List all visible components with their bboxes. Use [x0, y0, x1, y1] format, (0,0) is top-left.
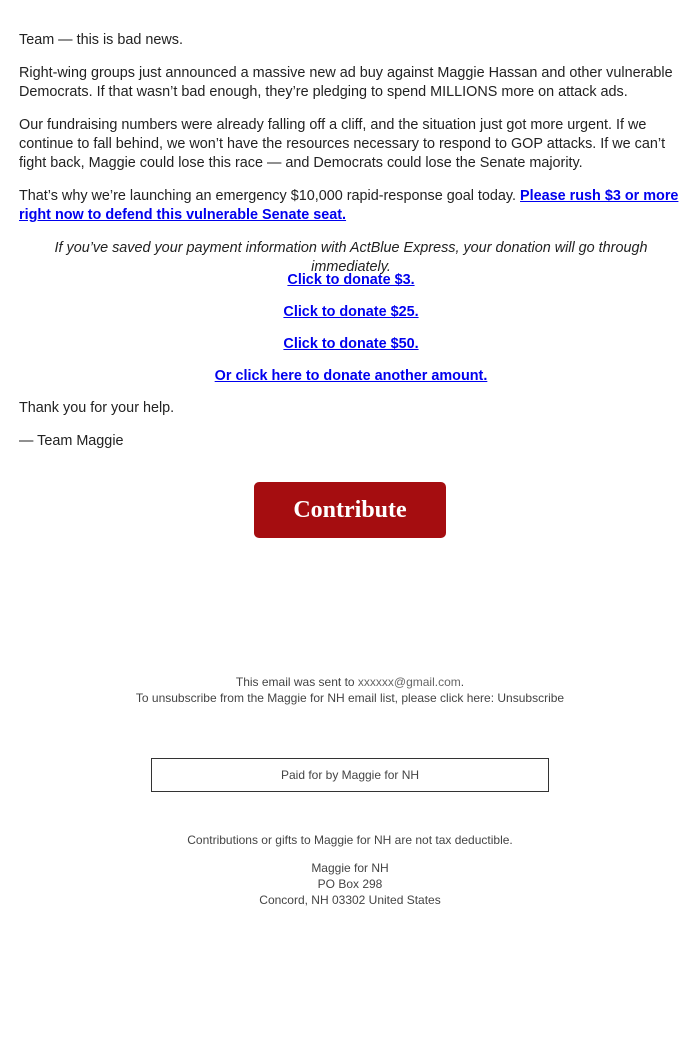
paid-for-box: Paid for by Maggie for NH: [151, 758, 549, 792]
sent-to-suffix: .: [460, 675, 465, 689]
donate-25-row: [19, 303, 683, 322]
unsubscribe-text: To unsubscribe from the Maggie for NH email list, please click here:: [135, 691, 498, 705]
paragraph-fundraising: Our fundraising numbers were already falling off a cliff, and the situation just got more urgent. If we continue to fall behind, we won’t have the resources necessary to respond to GOP attacks. If we can’t fight back, Maggie could lose this race — and Democrats could lose the Senate majority.: [19, 117, 666, 171]
sent-to-line: [0, 674, 700, 690]
donate-50-link[interactable]: Click to donate $50.: [283, 336, 419, 352]
thanks-text: Thank you for your help.: [19, 400, 175, 416]
donate-3-link[interactable]: Click to donate $3.: [287, 272, 415, 288]
donate-3-row: [19, 271, 683, 290]
address-line-2: Concord, NH 03302 United States: [259, 893, 441, 907]
goal-text: That’s why we’re launching an emergency $10,000 rapid-response goal today.: [19, 188, 521, 204]
address-name: Maggie for NH: [311, 861, 389, 875]
unsubscribe-line: [0, 690, 700, 706]
donate-25-link[interactable]: Click to donate $25.: [283, 304, 419, 320]
rush-donate-link[interactable]: Please rush $3 or more right now to defend this vulnerable Senate seat.: [19, 188, 679, 223]
unsubscribe-link[interactable]: Unsubscribe: [497, 691, 565, 705]
greeting: Team — this is bad news.: [19, 32, 183, 48]
donate-other-amount-link[interactable]: Or click here to donate another amount.: [214, 368, 488, 384]
paragraph-goal: [19, 187, 683, 225]
donate-50-row: [19, 335, 683, 354]
contribute-button[interactable]: Contribute: [254, 482, 446, 538]
signoff: — Team Maggie: [19, 433, 124, 449]
actblue-express-note: If you’ve saved your payment information with ActBlue Express, your donation will go through immediately.: [54, 240, 648, 275]
tax-note: Contributions or gifts to Maggie for NH are not tax deductible.: [187, 833, 513, 847]
address-line-1: PO Box 298: [317, 877, 383, 891]
sent-to-address: xxxxxx@gmail.com: [357, 675, 461, 689]
sent-to-prefix: This email was sent to: [235, 675, 358, 689]
paragraph-ad-buy: Right-wing groups just announced a massive new ad buy against Maggie Hassan and other vulnerable Democrats. If that wasn’t bad enough, they’re pledging to spend MILLIONS more on attack ads.: [19, 65, 673, 100]
donate-other-row: [19, 367, 683, 386]
